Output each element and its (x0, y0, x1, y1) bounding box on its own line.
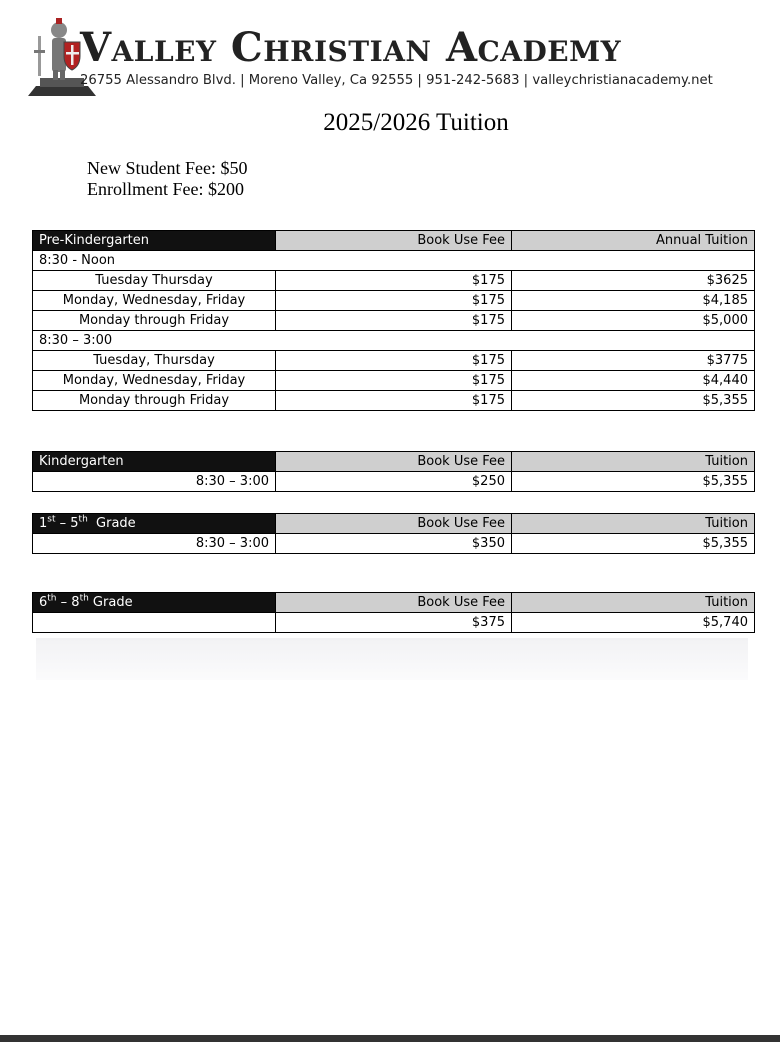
tuition-cell: $4,440 (512, 371, 755, 391)
book-fee-header: Book Use Fee (276, 452, 512, 472)
table-row (33, 472, 755, 492)
table-row (33, 534, 755, 554)
grade-end-sup: th (78, 514, 88, 525)
grade-end: – 8 (56, 595, 80, 610)
grade-end-sup: th (79, 593, 89, 604)
book-cell: $250 (276, 472, 512, 492)
table-row (33, 613, 755, 633)
school-name: Valley Christian Academy (80, 24, 622, 71)
section-row (33, 251, 755, 271)
book-cell: $175 (276, 371, 512, 391)
book-cell: $175 (276, 391, 512, 411)
enrollment-fee: Enrollment Fee: $200 (87, 179, 244, 199)
section-row (33, 331, 755, 351)
grades-1-5-label (33, 514, 276, 534)
letterhead (26, 14, 736, 100)
table-row (33, 351, 755, 371)
time-cell: 8:30 – 3:00 (33, 534, 276, 554)
grade-start: 6 (39, 595, 48, 610)
book-cell: $350 (276, 534, 512, 554)
tuition-header: Tuition (512, 593, 755, 613)
grades-1-5-table (32, 513, 755, 554)
grade-suffix: Grade (87, 516, 136, 531)
viewer-bottom-bar (0, 1035, 780, 1042)
days-cell: Monday, Wednesday, Friday (33, 371, 276, 391)
section-time: 8:30 – 3:00 (33, 331, 755, 351)
kindergarten-table (32, 451, 755, 492)
section-time: 8:30 - Noon (33, 251, 755, 271)
book-cell: $175 (276, 271, 512, 291)
tuition-cell: $3775 (512, 351, 755, 371)
days-cell: Monday through Friday (33, 391, 276, 411)
time-cell (33, 613, 276, 633)
tuition-cell: $5,355 (512, 391, 755, 411)
tuition-cell: $5,740 (512, 613, 755, 633)
pre-k-label: Pre-Kindergarten (33, 231, 276, 251)
table-header (33, 514, 755, 534)
tuition-header: Annual Tuition (512, 231, 755, 251)
table-header (33, 452, 755, 472)
pre-k-table (32, 230, 755, 411)
tuition-cell: $5,355 (512, 534, 755, 554)
time-cell: 8:30 – 3:00 (33, 472, 276, 492)
book-fee-header: Book Use Fee (276, 231, 512, 251)
page-title: 2025/2026 Tuition (323, 109, 509, 136)
tuition-cell: $3625 (512, 271, 755, 291)
tuition-header: Tuition (512, 452, 755, 472)
days-cell: Monday, Wednesday, Friday (33, 291, 276, 311)
grades-6-8-table (32, 592, 755, 633)
table-header (33, 231, 755, 251)
book-fee-header: Book Use Fee (276, 514, 512, 534)
tuition-cell: $5,000 (512, 311, 755, 331)
table-header (33, 593, 755, 613)
grade-start-sup: th (47, 593, 57, 604)
fees-block (87, 158, 387, 200)
grade-end: – 5 (55, 516, 79, 531)
tuition-cell: $4,185 (512, 291, 755, 311)
grade-start: 1 (39, 516, 48, 531)
table-shadow (36, 638, 748, 680)
table-row (33, 291, 755, 311)
grade-suffix: Grade (88, 595, 133, 610)
book-cell: $375 (276, 613, 512, 633)
table-row (33, 311, 755, 331)
school-address: 26755 Alessandro Blvd. | Moreno Valley, Ca 92555 | 951-242-5683 | valleychristianacademy.net (80, 73, 713, 88)
new-student-fee: New Student Fee: $50 (87, 158, 248, 178)
tuition-header: Tuition (512, 514, 755, 534)
book-cell: $175 (276, 291, 512, 311)
table-row (33, 391, 755, 411)
grade-start-sup: st (47, 514, 56, 525)
book-cell: $175 (276, 351, 512, 371)
book-cell: $175 (276, 311, 512, 331)
days-cell: Tuesday Thursday (33, 271, 276, 291)
days-cell: Monday through Friday (33, 311, 276, 331)
table-row (33, 271, 755, 291)
days-cell: Tuesday, Thursday (33, 351, 276, 371)
book-fee-header: Book Use Fee (276, 593, 512, 613)
tuition-cell: $5,355 (512, 472, 755, 492)
table-row (33, 371, 755, 391)
kindergarten-label: Kindergarten (33, 452, 276, 472)
grades-6-8-label (33, 593, 276, 613)
